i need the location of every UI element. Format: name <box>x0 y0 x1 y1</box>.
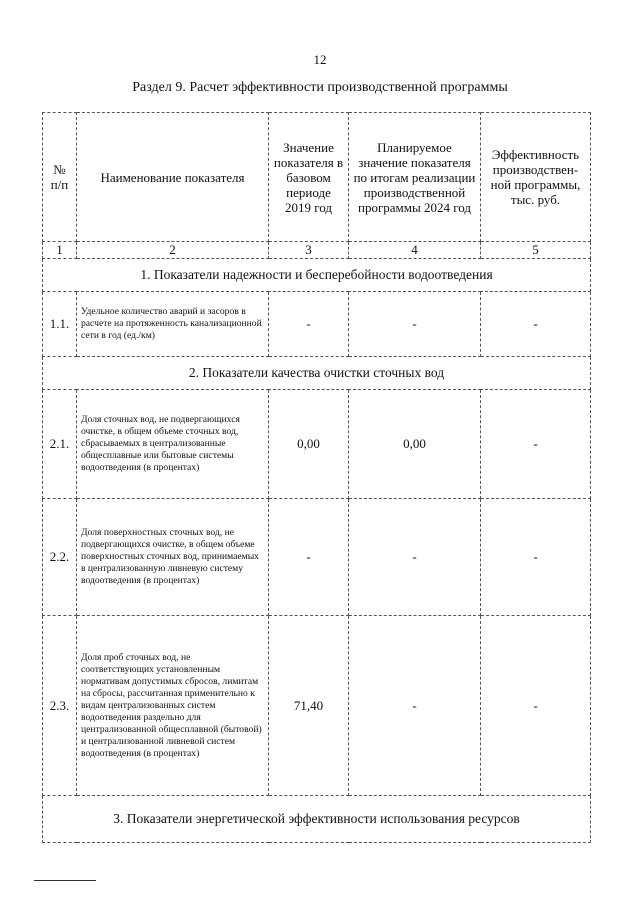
row-efficiency-value: - <box>481 390 591 499</box>
row-number: 2.1. <box>43 390 77 499</box>
table-row <box>43 616 591 796</box>
header-name: Наименование показателя <box>77 113 269 242</box>
section-row <box>43 796 591 843</box>
page-number: 12 <box>313 52 327 67</box>
section-heading: 2. Показатели качества очистки сточных вод <box>43 357 591 390</box>
row-planned-value: - <box>349 616 481 796</box>
row-base-value: - <box>269 292 349 357</box>
column-number: 1 <box>43 242 77 259</box>
section-row <box>43 357 591 390</box>
section-row <box>43 259 591 292</box>
row-name: Удельное количество аварий и засоров в расчете на протяженность канализационной сети в год (ед./км) <box>77 292 269 357</box>
header-planned: Планируемое значение показателя по итогам реализации производственной программы 2024 год <box>349 113 481 242</box>
section-title: Раздел 9. Расчет эффективности производственной программы <box>132 80 508 95</box>
row-planned-value: - <box>349 292 481 357</box>
column-number: 2 <box>77 242 269 259</box>
column-number: 3 <box>269 242 349 259</box>
row-efficiency-value: - <box>481 292 591 357</box>
row-number: 1.1. <box>43 292 77 357</box>
row-number: 2.2. <box>43 499 77 616</box>
row-number: 2.3. <box>43 616 77 796</box>
header-efficiency: Эффективность производствен-ной программы, тыс. руб. <box>481 113 591 242</box>
row-planned-value: 0,00 <box>349 390 481 499</box>
row-name: Доля проб сточных вод, не соответствующих установленным нормативам допустимых сбросов, лимитам на сбросы, рассчитанная применительно к видам централизованных систем водоотведения раздельно для централизованной общесплавной (бытовой) и централизованной ливневой систем водоотведения (в процентах) <box>77 616 269 796</box>
table-header-row <box>43 113 591 242</box>
row-planned-value: - <box>349 499 481 616</box>
row-base-value: - <box>269 499 349 616</box>
row-name: Доля сточных вод, не подвергающихся очистке, в общем объеме сточных вод, сбрасываемых в централизованные общесплавные или бытовые системы водоотведения (в процентах) <box>77 390 269 499</box>
section-heading: 1. Показатели надежности и бесперебойности водоотведения <box>43 259 591 292</box>
row-efficiency-value: - <box>481 616 591 796</box>
efficiency-table <box>42 112 591 843</box>
row-base-value: 71,40 <box>269 616 349 796</box>
table-row <box>43 390 591 499</box>
header-num: № п/п <box>43 113 77 242</box>
footnote-divider <box>34 880 96 881</box>
row-efficiency-value: - <box>481 499 591 616</box>
column-number: 5 <box>481 242 591 259</box>
section-heading: 3. Показатели энергетической эффективности использования ресурсов <box>43 796 591 843</box>
table-row <box>43 292 591 357</box>
column-number: 4 <box>349 242 481 259</box>
row-name: Доля поверхностных сточных вод, не подвергающихся очистке, в общем объеме поверхностных сточных вод, принимаемых в централизованную ливневую систему водоотведения (в процентах) <box>77 499 269 616</box>
table-row <box>43 499 591 616</box>
header-base: Значение показателя в базовом периоде 2019 год <box>269 113 349 242</box>
row-base-value: 0,00 <box>269 390 349 499</box>
column-numbers-row <box>43 242 591 259</box>
